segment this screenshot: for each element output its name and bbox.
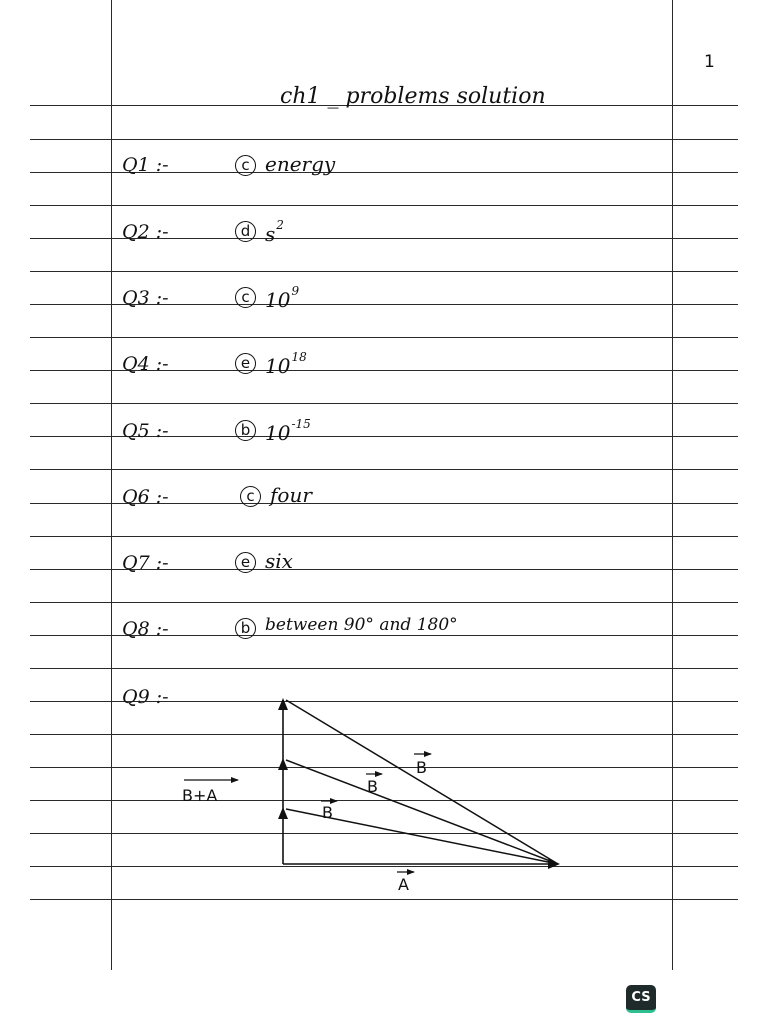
- answer-text: $10^9$: [265, 284, 300, 312]
- choice-letter: c: [235, 287, 256, 308]
- question-label: Q8 :-: [122, 618, 169, 640]
- label-b-mid: [366, 774, 382, 796]
- choice-letter: c: [235, 155, 256, 176]
- choice-letter: e: [235, 552, 256, 573]
- choice-letter: e: [235, 353, 256, 374]
- choice-letter: d: [235, 221, 256, 242]
- question-label: Q1 :-: [122, 154, 169, 176]
- label-a-text: A: [398, 875, 409, 894]
- page-title: ch1 _ problems solution: [280, 84, 546, 109]
- choice-letter: b: [235, 420, 256, 441]
- answer-exponent: 2: [276, 218, 284, 232]
- answer-exponent: -15: [291, 417, 311, 431]
- question-label: Q5 :-: [122, 420, 169, 442]
- question-label: Q9 :-: [122, 686, 169, 708]
- label-b-top: [414, 754, 431, 777]
- answer-text: $10^{-15}$: [265, 417, 311, 445]
- label-sum: [182, 780, 238, 805]
- question-label: Q6 :-: [122, 486, 169, 508]
- label-b-low-text: B: [322, 803, 333, 822]
- answer-exponent: 18: [291, 350, 307, 364]
- label-sum-text: B+A: [182, 786, 218, 805]
- camscanner-logo: CS: [626, 985, 656, 1013]
- choice-letter: c: [240, 486, 261, 507]
- label-a: [397, 872, 414, 894]
- question-label: Q3 :-: [122, 287, 169, 309]
- question-label: Q7 :-: [122, 552, 169, 574]
- label-b-mid-text: B: [367, 777, 378, 796]
- answer-text: between 90° and 180°: [265, 615, 458, 635]
- answer-text: $s^2$: [265, 218, 284, 246]
- answer-text: energy: [265, 152, 336, 176]
- answer-text: $10^{18}$: [265, 350, 307, 378]
- answer-text: six: [265, 549, 293, 573]
- question-label: Q4 :-: [122, 353, 169, 375]
- question-label: Q2 :-: [122, 221, 169, 243]
- label-b-top-text: B: [416, 758, 427, 777]
- choice-letter: b: [235, 618, 256, 639]
- answer-text: four: [270, 483, 312, 507]
- vector-b-3: [286, 700, 558, 864]
- answer-exponent: 9: [291, 284, 300, 298]
- page-number: 1: [704, 52, 715, 72]
